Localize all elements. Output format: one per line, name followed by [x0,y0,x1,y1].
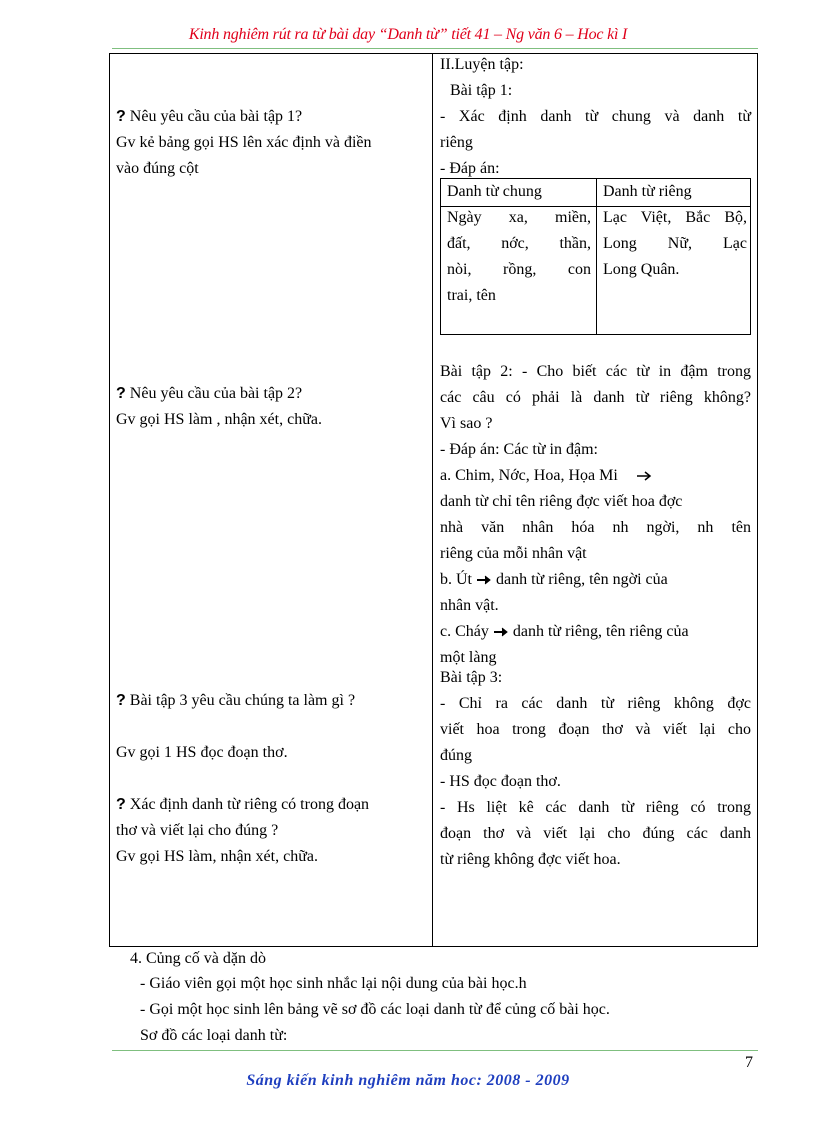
section-4-title: 4. Củng cố và dặn dò [130,950,266,967]
footer-rule [112,1050,758,1051]
left-l9: thơ và viết lại cho đúng ? [116,822,279,839]
header-common-nouns: Danh từ chung [447,183,542,200]
bt1-task-a: - Xác định danh từ chung và danh từ [440,108,751,125]
left-q1: ? Nêu yêu cầu của bài tập 1? [116,108,303,125]
arrow-right-icon [476,575,492,585]
bt2-line-b: b. Út danh từ riêng, tên ngời của [440,571,668,588]
left-q3: ? Bài tập 3 yêu cầu chúng ta làm gì ? [116,692,356,709]
common-line: trai, tên [447,287,496,304]
answer-table [440,178,751,335]
page-header: Kinh nghiêm rút ra từ bài day “Danh từ” tiết 41 – Ng văn 6 – Hoc kì I [188,26,628,43]
section-4-line-2: - Gọi một học sinh lên bảng vẽ sơ đồ các loại danh từ để củng cố bài học. [140,1001,610,1018]
bt3-line: - HS đọc đoạn thơ. [440,773,561,790]
arrow-right-icon [493,627,509,637]
header-rule [112,48,758,49]
common-line: đất, nớc, thần, [447,235,591,252]
bai-tap-2-block [440,359,751,671]
bt2-line: một làng [440,649,497,666]
bt2-line: - Đáp án: Các từ in đậm: [440,441,598,458]
bt3-line: - Hs liệt kê các danh từ riêng có trong [440,799,751,816]
common-nouns-cell [447,205,591,309]
bai-tap-1-label: Bài tập 1: [450,82,513,99]
bt2-line: nhà văn nhân hóa nh ngời, nh tên [440,519,751,536]
bt2-line: các câu có phải là danh từ riêng không? [440,389,751,406]
bai-tap-3-block [440,665,751,873]
header-proper-nouns: Danh từ riêng [603,183,692,200]
page-footer: Sáng kiến kinh nghiêm năm hoc: 2008 - 2009 [246,1072,570,1089]
bt2-line-a: a. Chim, Nớc, Hoa, Họa Mi [440,463,751,489]
left-q2: ? Nêu yêu cầu của bài tập 2? [116,385,303,402]
bt1-task-b: riêng [440,134,473,151]
proper-line: Long Quân. [603,261,680,278]
left-l7: Gv gọi 1 HS đọc đoạn thơ. [116,744,288,761]
bt3-line: đoạn thơ và viết lại cho đúng các danh [440,825,751,842]
bt2-line: Bài tập 2: - Cho biết các từ in đậm trong [440,363,751,380]
left-l10: Gv gọi HS làm, nhận xét, chữa. [116,848,318,865]
left-l2: Gv kẻ bảng gọi HS lên xác định và điền [116,134,372,151]
luyen-tap-title: II.Luyện tập: [440,56,524,73]
bt3-line: viết hoa trong đoạn thơ và viết lại cho [440,721,751,738]
bt2-line: danh từ chỉ tên riêng đợc viết hoa đợc [440,493,683,510]
left-l5: Gv gọi HS làm , nhận xét, chữa. [116,411,322,428]
left-q4: ? Xác định danh từ riêng có trong đoạn [116,796,370,813]
answer-table-col-rule [596,179,597,334]
lesson-table [109,53,758,947]
bt3-line: từ riêng không đợc viết hoa. [440,851,621,868]
bt3-line: Bài tập 3: [440,669,503,686]
page-number: 7 [745,1054,753,1071]
bt2-line-c: c. Cháy danh từ riêng, tên riêng của [440,623,689,640]
bt2-line: nhân vật. [440,597,499,614]
bt2-line: Vì sao ? [440,415,493,432]
left-l3: vào đúng cột [116,160,199,177]
common-line: Ngày xa, miền, [447,209,591,226]
proper-line: Lạc Việt, Bắc Bộ, [603,209,747,226]
bt2-line: riêng của mỗi nhân vật [440,545,587,562]
section-4-line-1: - Giáo viên gọi một học sinh nhắc lại nội dung của bài học.h [140,975,527,992]
bt3-line: đúng [440,747,472,764]
arrow-right-icon [636,471,652,481]
proper-nouns-cell [603,205,747,283]
bt3-line: - Chỉ ra các danh từ riêng không đợc [440,695,751,712]
section-4-line-3: Sơ đồ các loại danh từ: [140,1027,288,1044]
proper-line: Long Nữ, Lạc [603,235,747,252]
dap-an-label: - Đáp án: [440,160,500,177]
common-line: nòi, rồng, con [447,261,591,278]
column-divider [432,54,433,946]
